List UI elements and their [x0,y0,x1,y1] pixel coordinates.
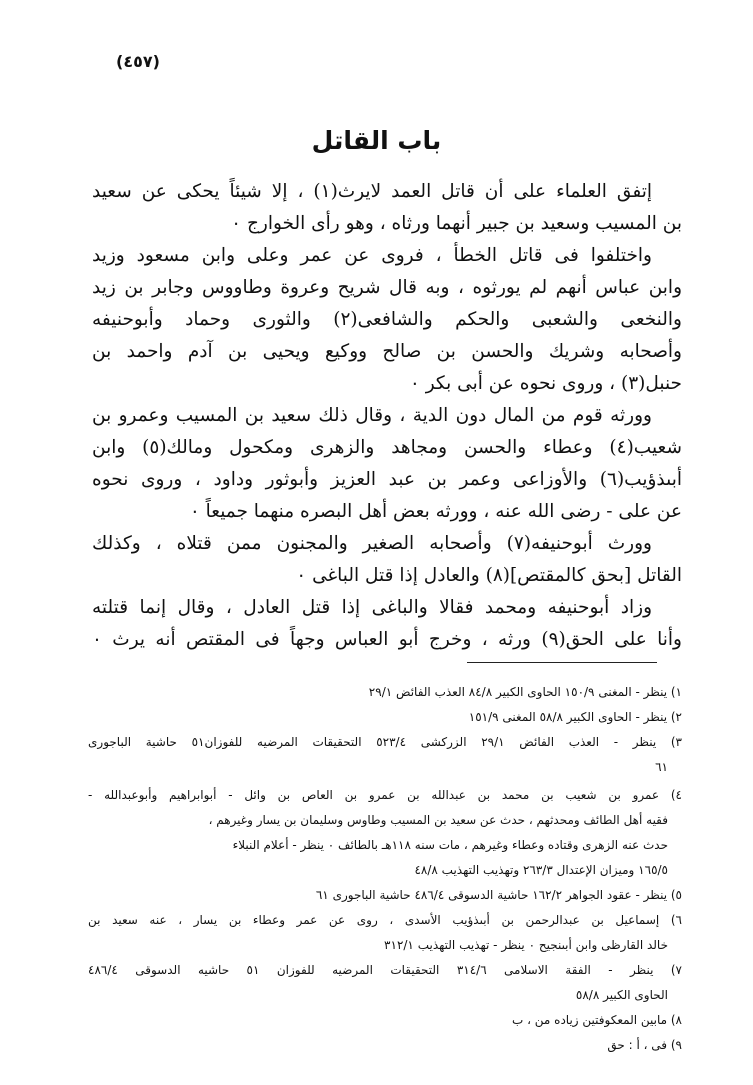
footnote-3-continued: ٦١ [655,760,668,774]
text-line: وورث أبوحنيفه(٧) وأصحابه الصغير والمجنون ممن قتلاه ، وكذلك [92,533,652,554]
footnote-4-continued: فقيه أهل الطائف ومحدثهم ، حدث عن سعيد بن المسيب وطاوس وسليمان بن يسار وغيرهم ، [208,813,668,827]
footnote-5: ٥) ينظر - عقود الجواهر ١٦٢/٢ حاشية الدسوقى ٤٨٦/٤ حاشية الباجورى ٦١ [315,888,682,902]
page-number: (٤٥٧) [116,52,160,71]
chapter-title: باب القاتل [311,126,442,155]
footnote-7: ٧) ينظر - الفقة الاسلامى ٣١٤/٦ التحقيقات المرضيه للفوزان ٥١ حاشيه الدسوقى ٤٨٦/٤ [88,963,682,977]
footnote-6: ٦) إسماعيل بن عبدالرحمن بن أبىذؤيب الأسدى ، روى عن عمر وعطاء بن يسار ، عنه سعيد بن [88,913,682,927]
footnote-4-continued: حدث عنه الزهرى وقتاده وعطاء وغيرهم ، مات سنه ١١٨هـ بالطائف ٠ ينظر - أعلام النبلاء [232,838,668,852]
footnote-4: ٤) عمرو بن شعيب بن محمد بن عبدالله بن عمرو بن العاص بن وائل - أبوابراهيم وأبوعبدالله - [88,788,682,802]
text-line: أبىذؤيب(٦) والأوزاعى وعمر بن عبد العزيز وأبوثور وداود ، وروى نحوه [92,469,682,490]
text-line: إتفق العلماء على أن قاتل العمد لايرث(١) ، إلا شيئاً يحكى عن سعيد [92,181,652,202]
text-line: شعيب(٤) وعطاء والحسن ومجاهد والزهرى ومكحول ومالك(٥) وابن [92,437,682,458]
footnote-9: ٩) فى ، أ : حق [607,1038,682,1052]
footnote-7-continued: الحاوى الكبير ٥٨/٨ [575,988,668,1002]
footnotes [88,680,682,1058]
text-line: وزاد أبوحنيفه ومحمد فقالا والباغى إذا قتل العادل ، وقال إنما قتلته [92,597,652,618]
main-text [92,176,682,656]
footnote-6-continued: خالد القارظى وابن أبىنجيح ٠ ينظر - تهذيب التهذيب ٣١٢/١ [384,938,668,952]
text-line: بن المسيب وسعيد بن جبير أنهما ورثاه ، وهو رأى الخوارج ٠ [231,213,682,234]
text-line: عن على - رضى الله عنه ، وورثه بعض أهل البصره منهما جميعاً ٠ [189,501,682,522]
footnote-2: ٢) ينظر - الحاوى الكبير ٥٨/٨ المغنى ١٥١/٩ [468,710,682,724]
text-line: واختلفوا فى قاتل الخطأ ، فروى عن عمر وعلى وابن مسعود وزيد [92,245,652,266]
footnote-4-continued: ١٦٥/٥ وميزان الإعتدال ٢٦٣/٣ وتهذيب التهذيب ٤٨/٨ [414,863,668,877]
text-line: وأنا على الحق(٩) ورثه ، وخرج أبو العباس وجهاً فى المقتص أنه يرث ٠ [92,629,682,650]
text-line: وأصحابه وشريك والحسن بن صالح ووكيع ويحيى بن آدم واحمد بن [92,341,682,362]
footnote-3: ٣) ينظر - العذب الفائض ٢٩/١ الزركشى ٥٢٣/٤ التحقيقات المرضيه للفوزان٥١ حاشية الباجورى [88,735,682,749]
footnote-1: ١) ينظر - المغنى ١٥٠/٩ الحاوى الكبير ٨٤/٨ العذب الفائض ٢٩/١ [368,685,682,699]
footnote-separator [467,662,657,663]
text-line: حنبل(٣) ، وروى نحوه عن أبى بكر ٠ [409,373,682,394]
text-line: القاتل [بحق كالمقتص](٨) والعادل إذا قتل الباغى ٠ [296,565,682,586]
footnote-8: ٨) مابين المعكوفتين زياده من ، ب [511,1013,682,1027]
text-line: وورثه قوم من المال دون الدية ، وقال ذلك سعيد بن المسيب وعمرو بن [92,405,652,426]
text-line: والنخعى والشعبى والحكم والشافعى(٢) والثورى وحماد وأبوحنيفه [92,309,682,330]
text-line: وابن عباس أنهم لم يورثوه ، وبه قال شريح وعروة وطاووس وجابر بن زيد [92,277,682,298]
